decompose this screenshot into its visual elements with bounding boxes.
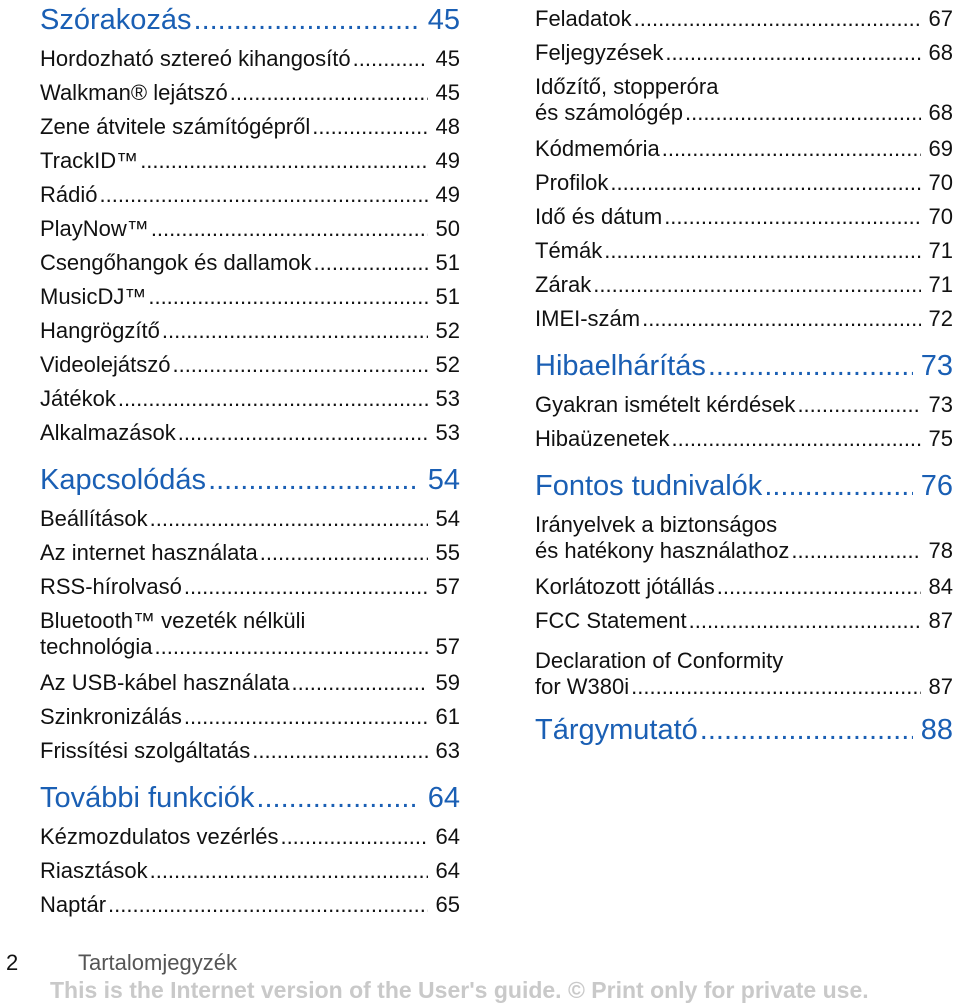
toc-page-number: 52 bbox=[435, 352, 460, 377]
toc-page-number: 73 bbox=[920, 350, 953, 382]
toc-section-heading bbox=[40, 781, 460, 815]
toc-page-number: 69 bbox=[928, 136, 953, 161]
toc-entry bbox=[535, 238, 953, 264]
dot-leader bbox=[148, 284, 427, 310]
toc-entry bbox=[535, 170, 953, 196]
toc-section-heading bbox=[535, 349, 953, 383]
toc-entry bbox=[535, 74, 953, 126]
toc-entry-title: Videolejátszó bbox=[40, 352, 171, 377]
dot-leader bbox=[689, 608, 921, 634]
toc-page-number: 48 bbox=[435, 114, 460, 139]
toc-entry bbox=[40, 704, 460, 730]
dot-leader bbox=[764, 469, 912, 503]
dot-leader bbox=[162, 318, 428, 344]
toc-entry-title: Szinkronizálás bbox=[40, 704, 182, 729]
dot-leader bbox=[118, 386, 428, 412]
toc-page-number: 45 bbox=[427, 4, 460, 36]
dot-leader bbox=[642, 306, 920, 332]
dot-leader bbox=[664, 204, 920, 230]
toc-entry bbox=[535, 272, 953, 298]
dot-leader bbox=[256, 781, 419, 815]
toc-page-number: 72 bbox=[928, 306, 953, 331]
toc-entry bbox=[40, 420, 460, 446]
toc-page-number: 53 bbox=[435, 420, 460, 445]
toc-entry-title: Témák bbox=[535, 238, 603, 263]
toc-page-number: 45 bbox=[435, 80, 460, 105]
dot-leader bbox=[150, 506, 428, 532]
toc-entry-title: Fontos tudnivalók bbox=[535, 470, 763, 502]
toc-entry bbox=[535, 648, 953, 700]
page-number: 2 bbox=[6, 950, 19, 975]
toc-entry-title: Játékok bbox=[40, 386, 116, 411]
toc-entry-title: Zene átvitele számítógépről bbox=[40, 114, 311, 139]
toc-entry-title: PlayNow™ bbox=[40, 216, 149, 241]
toc-page-number: 76 bbox=[920, 470, 953, 502]
toc-entry-title: Zárak bbox=[535, 272, 592, 297]
toc-entry bbox=[40, 114, 460, 140]
toc-entry bbox=[40, 608, 460, 660]
toc-entry bbox=[40, 506, 460, 532]
toc-page-number: 52 bbox=[435, 318, 460, 343]
dot-leader bbox=[634, 6, 921, 32]
dot-leader bbox=[672, 426, 921, 452]
toc-entry bbox=[40, 892, 460, 918]
section-title: Tartalomjegyzék bbox=[78, 950, 237, 975]
toc-entry bbox=[535, 306, 953, 332]
dot-leader bbox=[631, 674, 920, 700]
dot-leader bbox=[230, 80, 428, 106]
toc-entry bbox=[40, 182, 460, 208]
toc-entry-title: Beállítások bbox=[40, 506, 148, 531]
toc-entry-title-continued: és hatékony használathoz bbox=[535, 538, 790, 563]
toc-section-heading bbox=[40, 3, 460, 37]
dot-leader bbox=[252, 738, 427, 764]
toc-page-number: 50 bbox=[435, 216, 460, 241]
toc-entry bbox=[535, 426, 953, 452]
toc-entry-title: Tárgymutató bbox=[535, 714, 698, 746]
dot-leader bbox=[280, 824, 427, 850]
toc-entry-title: Csengőhangok és dallamok bbox=[40, 250, 312, 275]
toc-page-number: 51 bbox=[435, 250, 460, 275]
toc-entry bbox=[40, 540, 460, 566]
toc-entry bbox=[535, 392, 953, 418]
toc-page-number: 65 bbox=[435, 892, 460, 917]
toc-page-number: 49 bbox=[435, 148, 460, 173]
dot-leader bbox=[604, 238, 920, 264]
dot-leader bbox=[312, 114, 427, 140]
dot-leader bbox=[151, 216, 428, 242]
dot-leader bbox=[797, 392, 920, 418]
toc-entry-title: RSS-hírolvasó bbox=[40, 574, 182, 599]
toc-entry-title: Riasztások bbox=[40, 858, 148, 883]
toc-section-heading bbox=[535, 713, 953, 747]
toc-page-number: 64 bbox=[427, 782, 460, 814]
toc-entry bbox=[535, 574, 953, 600]
toc-page-number: 68 bbox=[928, 40, 953, 65]
toc-entry bbox=[40, 574, 460, 600]
toc-page-number: 75 bbox=[928, 426, 953, 451]
toc-entry-title-continued: for W380i bbox=[535, 674, 630, 699]
toc-page-number: 53 bbox=[435, 386, 460, 411]
dot-leader bbox=[665, 40, 920, 66]
dot-leader bbox=[208, 463, 420, 497]
toc-entry-title: Gyakran ismételt kérdések bbox=[535, 392, 796, 417]
toc-page-number: 64 bbox=[435, 824, 460, 849]
toc-entry bbox=[535, 512, 953, 564]
toc-page-number: 55 bbox=[435, 540, 460, 565]
toc-entry bbox=[535, 136, 953, 162]
toc-entry bbox=[40, 824, 460, 850]
toc-entry-title: Frissítési szolgáltatás bbox=[40, 738, 251, 763]
toc-entry-title: Alkalmazások bbox=[40, 420, 176, 445]
toc-entry-title: Naptár bbox=[40, 892, 107, 917]
toc-entry-title: Kapcsolódás bbox=[40, 464, 207, 496]
toc-page-number: 71 bbox=[928, 238, 953, 263]
dot-leader bbox=[172, 352, 427, 378]
toc-page-number: 57 bbox=[435, 574, 460, 599]
toc-entry-title: Hibaelhárítás bbox=[535, 350, 706, 382]
dot-leader bbox=[700, 713, 913, 747]
dot-leader bbox=[108, 892, 427, 918]
toc-page-number: 70 bbox=[928, 170, 953, 195]
dot-leader bbox=[708, 349, 913, 383]
dot-leader bbox=[593, 272, 920, 298]
toc-entry-title: Walkman® lejátszó bbox=[40, 80, 228, 105]
toc-entry-title: Irányelvek a biztonságos bbox=[535, 512, 778, 537]
toc-page-number: 87 bbox=[928, 608, 953, 633]
toc-entry-title: Szórakozás bbox=[40, 4, 192, 36]
toc-page-number: 71 bbox=[928, 272, 953, 297]
dot-leader bbox=[150, 858, 428, 884]
dot-leader bbox=[291, 670, 427, 696]
toc-entry bbox=[40, 250, 460, 276]
toc-section-heading bbox=[535, 469, 953, 503]
toc-entry-title: FCC Statement bbox=[535, 608, 687, 633]
toc-entry-title: Bluetooth™ vezeték nélküli bbox=[40, 608, 306, 633]
toc-entry bbox=[40, 216, 460, 242]
dot-leader bbox=[717, 574, 921, 600]
watermark: This is the Internet version of the User's guide. © Print only for private use. bbox=[50, 977, 869, 1003]
toc-entry-title-continued: és számológép bbox=[535, 100, 683, 125]
toc-entry-title: TrackID™ bbox=[40, 148, 139, 173]
toc-entry bbox=[40, 284, 460, 310]
dot-leader bbox=[194, 3, 420, 37]
toc-entry-title: Hibaüzenetek bbox=[535, 426, 670, 451]
toc-entry bbox=[535, 204, 953, 230]
toc-section-heading bbox=[40, 463, 460, 497]
toc-page-number: 78 bbox=[928, 538, 953, 563]
toc-entry bbox=[535, 6, 953, 32]
toc-entry bbox=[40, 352, 460, 378]
toc-page-number: 54 bbox=[435, 506, 460, 531]
toc-page-number: 87 bbox=[928, 674, 953, 699]
toc-entry-title: Declaration of Conformity bbox=[535, 648, 784, 673]
dot-leader bbox=[314, 250, 428, 276]
toc-page-number: 61 bbox=[435, 704, 460, 729]
toc-entry-title: Korlátozott jótállás bbox=[535, 574, 715, 599]
toc-entry-title: MusicDJ™ bbox=[40, 284, 147, 309]
toc-page-number: 49 bbox=[435, 182, 460, 207]
dot-leader bbox=[353, 46, 428, 72]
dot-leader bbox=[178, 420, 428, 446]
dot-leader bbox=[662, 136, 921, 162]
toc-page-number: 88 bbox=[920, 714, 953, 746]
toc-entry-title: Profilok bbox=[535, 170, 609, 195]
toc-page-number: 63 bbox=[435, 738, 460, 763]
toc-entry bbox=[40, 858, 460, 884]
toc-entry bbox=[535, 608, 953, 634]
toc-page-number: 45 bbox=[435, 46, 460, 71]
toc-entry-title-continued: technológia bbox=[40, 634, 153, 659]
toc-entry bbox=[40, 80, 460, 106]
dot-leader bbox=[791, 538, 920, 564]
toc-page-number: 57 bbox=[435, 634, 460, 659]
dot-leader bbox=[184, 704, 428, 730]
toc-entry-title: Időzítő, stopperóra bbox=[535, 74, 719, 99]
toc-entry bbox=[535, 40, 953, 66]
dot-leader bbox=[260, 540, 428, 566]
toc-entry bbox=[40, 46, 460, 72]
toc-entry bbox=[40, 148, 460, 174]
toc-entry-title: Kézmozdulatos vezérlés bbox=[40, 824, 279, 849]
dot-leader bbox=[140, 148, 427, 174]
toc-entry-title: Az internet használata bbox=[40, 540, 258, 565]
toc-page-number: 68 bbox=[928, 100, 953, 125]
toc-entry-title: IMEI-szám bbox=[535, 306, 641, 331]
toc-entry-title: Hordozható sztereó kihangosító bbox=[40, 46, 351, 71]
toc-page-number: 70 bbox=[928, 204, 953, 229]
toc-entry-title: Rádió bbox=[40, 182, 98, 207]
dot-leader bbox=[685, 100, 921, 126]
toc-entry bbox=[40, 318, 460, 344]
dot-leader bbox=[610, 170, 920, 196]
dot-leader bbox=[155, 634, 428, 660]
toc-page-number: 59 bbox=[435, 670, 460, 695]
toc-entry-title: Idő és dátum bbox=[535, 204, 663, 229]
toc-page-number: 67 bbox=[928, 6, 953, 31]
toc-entry-title: Feladatok bbox=[535, 6, 632, 31]
toc-page-number: 73 bbox=[928, 392, 953, 417]
toc-page-number: 84 bbox=[928, 574, 953, 599]
toc-entry-title: Hangrögzítő bbox=[40, 318, 160, 343]
toc-entry-title: További funkciók bbox=[40, 782, 255, 814]
toc-entry bbox=[40, 738, 460, 764]
toc-entry-title: Kódmemória bbox=[535, 136, 660, 161]
toc-entry-title: Feljegyzések bbox=[535, 40, 664, 65]
toc-page-number: 54 bbox=[427, 464, 460, 496]
toc-entry bbox=[40, 386, 460, 412]
toc-entry bbox=[40, 670, 460, 696]
dot-leader bbox=[184, 574, 428, 600]
dot-leader bbox=[99, 182, 427, 208]
toc-page-number: 64 bbox=[435, 858, 460, 883]
toc-entry-title: Az USB-kábel használata bbox=[40, 670, 290, 695]
toc-page-number: 51 bbox=[435, 284, 460, 309]
